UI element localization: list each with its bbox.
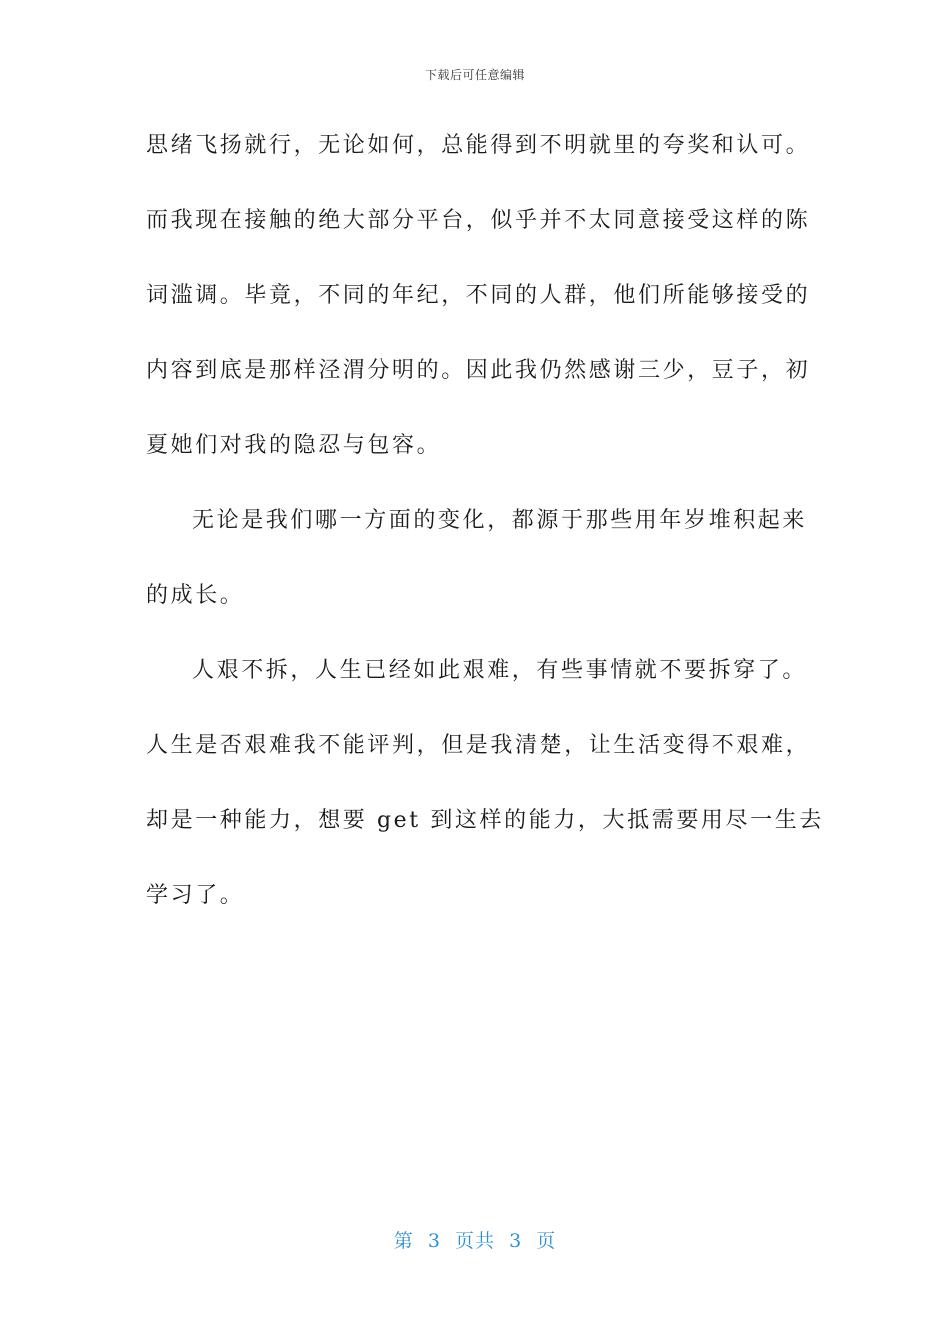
text-line: 却是一种能力，想要 get 到这样的能力，大抵需要用尽一生去 xyxy=(146,808,824,833)
text-line: 而我现在接触的绝大部分平台，似乎并不太同意接受这样的陈 xyxy=(146,208,811,233)
paragraph-start-line: 人艰不拆，人生已经如此艰难，有些事情就不要拆穿了。 xyxy=(192,658,808,683)
text-line: 词滥调。毕竟，不同的年纪，不同的人群，他们所能够接受的 xyxy=(146,283,811,308)
page-number-footer: 第 3 页共 3 页 xyxy=(393,1230,557,1252)
text-line: 夏她们对我的隐忍与包容。 xyxy=(146,433,442,458)
body-text xyxy=(146,126,824,951)
text-line: 的成长。 xyxy=(146,583,245,608)
paragraph-start-line: 无论是我们哪一方面的变化，都源于那些用年岁堆积起来 xyxy=(192,508,808,533)
text-line: 人生是否艰难我不能评判，但是我清楚，让生活变得不艰难， xyxy=(146,733,811,758)
page-header: 下载后可任意编辑 xyxy=(424,68,525,82)
text-line: 思绪飞扬就行，无论如何，总能得到不明就里的夸奖和认可。 xyxy=(146,133,811,158)
text-line: 学习了。 xyxy=(146,883,245,908)
text-line: 内容到底是那样泾渭分明的。因此我仍然感谢三少，豆子，初 xyxy=(146,358,811,383)
